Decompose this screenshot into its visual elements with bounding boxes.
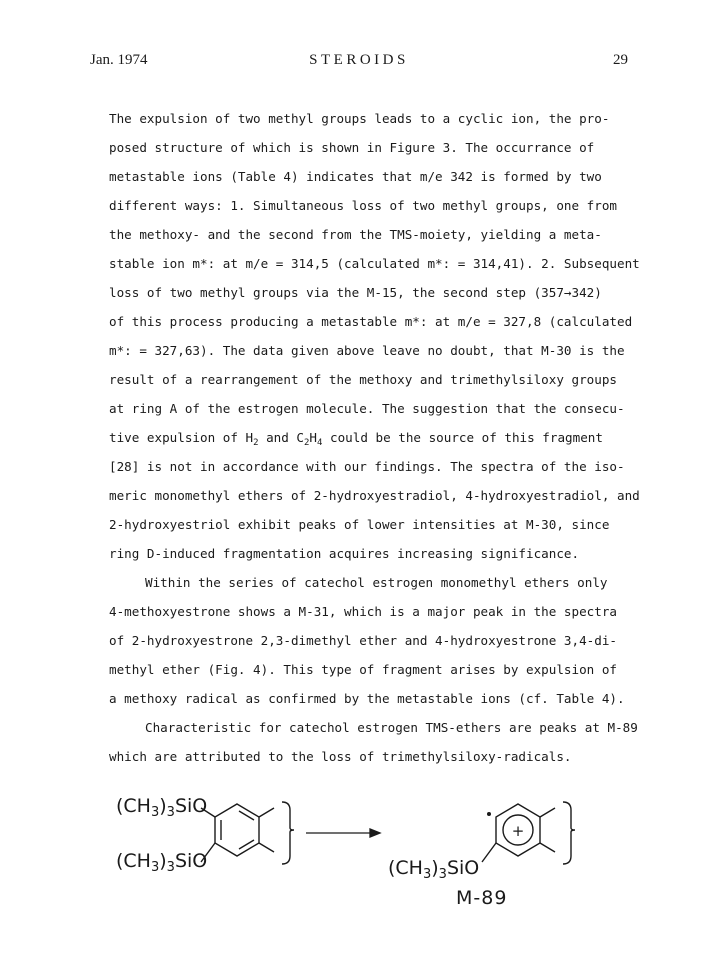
tms-substituent-bottom: $(CH_3)_3SiO$ bbox=[116, 850, 208, 875]
text-segment: could be the source of this fragment bbox=[322, 430, 603, 445]
subscript: 2 bbox=[303, 438, 310, 448]
text-line: 4-methoxyestrone shows a M-31, which is a major peak in the spectra bbox=[109, 604, 617, 619]
fragmentation-scheme bbox=[112, 790, 612, 910]
text-line: which are attributed to the loss of trimethylsiloxy-radicals. bbox=[109, 749, 572, 764]
text-line: [28] is not in accordance with our findings. The spectra of the iso- bbox=[109, 459, 625, 474]
text-segment: and C bbox=[258, 430, 304, 445]
text-line: ring D-induced fragmentation acquires increasing significance. bbox=[109, 546, 580, 561]
subscript: 4 bbox=[317, 438, 323, 448]
product-benzene-ring bbox=[482, 802, 575, 864]
tms-substituent-top: $(CH_3)_3SiO$ bbox=[116, 795, 208, 820]
text-line: methyl ether (Fig. 4). This type of fragment arises by expulsion of bbox=[109, 662, 617, 677]
text-line: stable ion m*: at m/e = 314,5 (calculated m*: = 314,41). 2. Subsequent bbox=[109, 256, 640, 271]
text-line: metastable ions (Table 4) indicates that m/e 342 is formed by two bbox=[109, 169, 602, 184]
text-line: loss of two methyl groups via the M-15, the second step (357→342) bbox=[109, 285, 602, 300]
text-line: meric monomethyl ethers of 2-hydroxyestradiol, 4-hydroxyestradiol, and bbox=[109, 488, 640, 503]
journal-title: STEROIDS bbox=[309, 52, 409, 68]
reactant-benzene-ring bbox=[201, 802, 294, 864]
text-segment: H bbox=[309, 430, 317, 445]
text-line: The expulsion of two methyl groups leads to a cyclic ion, the pro- bbox=[109, 111, 610, 126]
text-line: of 2-hydroxyestrone 2,3-dimethyl ether and 4-hydroxyestrone 3,4-di- bbox=[109, 633, 617, 648]
radical-dot bbox=[487, 812, 491, 816]
text-line: Within the series of catechol estrogen monomethyl ethers only bbox=[145, 575, 608, 590]
text-line: different ways: 1. Simultaneous loss of two methyl groups, one from bbox=[109, 198, 617, 213]
charge-sign: + bbox=[511, 822, 525, 840]
text-segment: tive expulsion of H bbox=[109, 430, 254, 445]
page-header bbox=[90, 52, 628, 74]
text-line: 2-hydroxyestriol exhibit peaks of lower intensities at M-30, since bbox=[109, 517, 610, 532]
subscript: 2 bbox=[253, 438, 259, 448]
reaction-arrow bbox=[306, 829, 380, 837]
tms-substituent-product: $(CH_3)_3SiO$ bbox=[388, 857, 480, 882]
text-line: result of a rearrangement of the methoxy and trimethylsiloxy groups bbox=[109, 372, 617, 387]
text-line: Characteristic for catechol estrogen TMS-ethers are peaks at M-89 bbox=[145, 720, 638, 735]
issue-date: Jan. 1974 bbox=[90, 52, 148, 68]
page-number: 29 bbox=[613, 52, 628, 68]
text-line: at ring A of the estrogen molecule. The suggestion that the consecu- bbox=[109, 401, 625, 416]
text-line: m*: = 327,63). The data given above leave no doubt, that M-30 is the bbox=[109, 343, 625, 358]
text-line: a methoxy radical as confirmed by the metastable ions (cf. Table 4). bbox=[109, 691, 625, 706]
text-line-formula bbox=[109, 423, 629, 452]
text-line: posed structure of which is shown in Figure 3. The occurrance of bbox=[109, 140, 595, 155]
product-label: M-89 bbox=[456, 887, 508, 909]
text-line: of this process producing a metastable m*: at m/e = 327,8 (calculated bbox=[109, 314, 633, 329]
body-text bbox=[109, 104, 640, 771]
text-line: the methoxy- and the second from the TMS-moiety, yielding a meta- bbox=[109, 227, 602, 242]
